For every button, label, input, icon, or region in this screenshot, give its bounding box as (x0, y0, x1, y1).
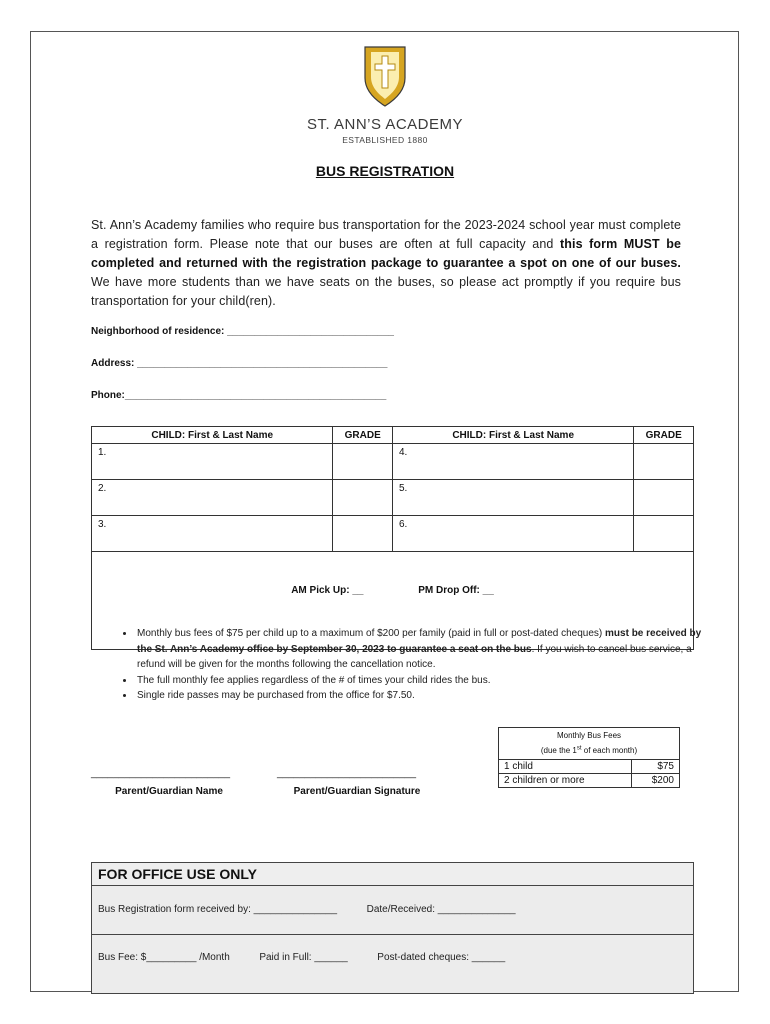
list-item: • The full monthly fee applies regardless of the # of times your child rides the bus. (135, 673, 705, 689)
paid-full-field: Paid in Full: ______ (259, 952, 348, 963)
table-row (499, 773, 680, 787)
header-grade: GRADE (634, 427, 694, 444)
guardian-name-label: Parent/Guardian Name (115, 786, 223, 797)
table-row (92, 444, 694, 480)
fee-label: 1 child (499, 759, 632, 773)
office-row-fees (92, 935, 693, 993)
child-name-cell[interactable]: 6. (392, 516, 633, 552)
header-child-name: CHILD: First & Last Name (92, 427, 333, 444)
list-item (135, 626, 705, 673)
fees-caption-title: Monthly Bus Fees (556, 731, 622, 740)
header-grade: GRADE (333, 427, 393, 444)
received-by-field: Bus Registration form received by: _______________ (98, 904, 338, 915)
monthly-fees-table (498, 727, 680, 788)
bus-fee-field: Bus Fee: $_________ /Month (98, 952, 230, 963)
child-name-cell[interactable]: 1. (92, 444, 333, 480)
grade-cell[interactable] (333, 444, 393, 480)
grade-cell[interactable] (333, 516, 393, 552)
list-item: • Single ride passes may be purchased from the office for $7.50. (135, 688, 705, 704)
guardian-signature-label: Parent/Guardian Signature (293, 786, 421, 797)
child-name-cell[interactable]: 5. (392, 480, 633, 516)
grade-cell[interactable] (634, 516, 694, 552)
table-row (92, 516, 694, 552)
established-year: ESTABLISHED 1880 (342, 135, 428, 145)
due-text: (due the 1 (540, 745, 577, 755)
fee-amount: $75 (631, 759, 679, 773)
table-row (499, 759, 680, 773)
fee-amount: $200 (631, 773, 679, 787)
cross-shield-icon (362, 44, 408, 108)
page-title: BUS REGISTRATION (315, 163, 455, 179)
child-name-cell[interactable]: 3. (92, 516, 333, 552)
guardian-signature-line[interactable]: _________________________ (277, 768, 417, 779)
child-name-cell[interactable]: 4. (392, 444, 633, 480)
fees-caption-row (499, 728, 680, 760)
postdated-cheques-field: Post-dated cheques: ______ (377, 952, 506, 963)
intro-bold-text: this form MUST be completed and returned with the registration package to guarantee a spot on one of our buses. (91, 237, 681, 270)
grade-cell[interactable] (634, 480, 694, 516)
child-name-cell[interactable]: 2. (92, 480, 333, 516)
note-bold-text: must be received by the St. Ann’s Academy office by September 30, 2023 to guarantee a seat on the bus (137, 628, 702, 655)
fees-caption (499, 728, 680, 760)
grade-cell[interactable] (634, 444, 694, 480)
fee-notes-list (117, 626, 705, 704)
phone-field[interactable]: Phone:_______________________________________________ (91, 390, 387, 401)
due-text: of each month) (581, 745, 638, 755)
children-table (91, 426, 694, 650)
date-received-field: Date/Received: ______________ (366, 904, 516, 915)
fees-caption-due (541, 746, 637, 755)
guardian-name-line[interactable]: _________________________ (91, 768, 231, 779)
pm-dropoff-field[interactable]: PM Drop Off: __ (418, 585, 494, 596)
neighborhood-field[interactable]: Neighborhood of residence: ______________________________ (91, 326, 394, 337)
office-row-received (92, 886, 693, 935)
header-child-name: CHILD: First & Last Name (392, 427, 633, 444)
am-pickup-field[interactable]: AM Pick Up: __ (291, 585, 364, 596)
address-field[interactable]: Address: _____________________________________________ (91, 358, 388, 369)
school-name: ST. ANN’S ACADEMY (306, 116, 464, 133)
due-sup: st (576, 745, 582, 751)
table-header-row (92, 427, 694, 444)
office-use-title: FOR OFFICE USE ONLY (92, 863, 693, 886)
note-text: . If you wish to cancel bus service, a refund will be given for the months following the cancellation notice. (137, 643, 692, 670)
table-row (92, 480, 694, 516)
office-use-box (91, 862, 694, 994)
intro-paragraph (91, 216, 681, 311)
fee-label: 2 children or more (499, 773, 632, 787)
grade-cell[interactable] (333, 480, 393, 516)
intro-text-2: We have more students than we have seats on the buses, so please act promptly if you require bus transportation for your child(ren). (91, 275, 681, 308)
intro-text-1: St. Ann’s Academy families who require bus transportation for the 2023-2024 school year must complete a registration form. Please note that our buses are often at full capacity and (91, 218, 681, 251)
note-text: Monthly bus fees of $75 per child up to a maximum of $200 per family (paid in full or post-dated cheques) (137, 628, 606, 639)
